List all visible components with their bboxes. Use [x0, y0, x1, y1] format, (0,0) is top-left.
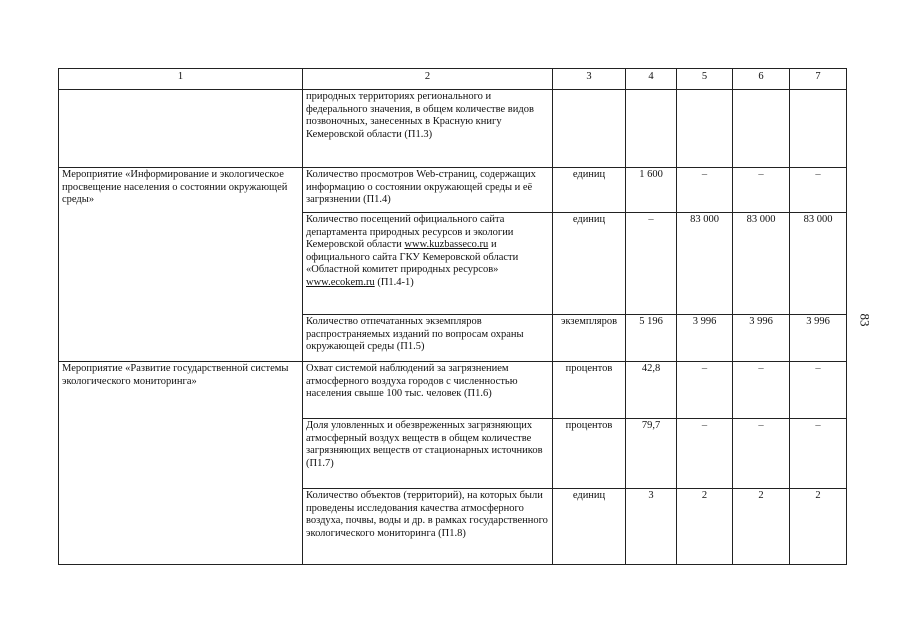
indicator-cell: [303, 168, 553, 213]
indicator-text: Доля уловленных и обезвреженных загрязняющих атмосферный воздух веществ в общем количестве загрязняющих веществ от стационарных источников (П1.7): [306, 420, 543, 469]
indicator-text: Количество посещений официального сайта департамента природных ресурсов и экологии Кемеровской области: [306, 214, 514, 251]
page-number: 83: [857, 313, 873, 327]
value-cell: 2: [677, 489, 733, 565]
column-number-row: [59, 69, 847, 90]
indicator-cell: [303, 419, 553, 489]
column-header: 1: [59, 69, 303, 90]
value-cell: 83 000: [790, 213, 847, 315]
unit-cell: единиц: [553, 213, 626, 315]
value-cell: 5 196: [626, 315, 677, 362]
value-cell: [626, 90, 677, 168]
value-cell: 3: [626, 489, 677, 565]
column-header: 5: [677, 69, 733, 90]
indicator-text: Охват системой наблюдений за загрязнением атмосферного воздуха городов с численностью населения свыше 100 тыс. человек (П1.6): [306, 363, 518, 400]
value-cell: 83 000: [733, 213, 790, 315]
unit-cell: единиц: [553, 489, 626, 565]
indicator-cell: [303, 90, 553, 168]
indicator-text: Количество объектов (территорий), на которых были проведены исследования качества атмосферного воздуха, почвы, воды и др. в рамках государственного экологического мониторинга (П1.8): [306, 490, 548, 539]
event-cell: Мероприятие «Развитие государственной системы экологического мониторинга»: [59, 362, 303, 565]
value-cell: 3 996: [790, 315, 847, 362]
unit-cell: единиц: [553, 168, 626, 213]
value-cell: –: [733, 419, 790, 489]
indicator-cell: [303, 315, 553, 362]
indicator-text: Количество просмотров Web-страниц, содержащих информацию о состоянии окружающей среды и её загрязнении (П1.4): [306, 169, 536, 206]
event-cell: [59, 90, 303, 168]
column-header: 2: [303, 69, 553, 90]
table-row: [59, 168, 847, 213]
value-cell: [790, 90, 847, 168]
table-row: [59, 90, 847, 168]
indicator-cell: [303, 362, 553, 419]
indicator-text: (П1.4-1): [374, 276, 414, 288]
value-cell: –: [677, 362, 733, 419]
website-link[interactable]: www.ecokem.ru: [306, 276, 375, 288]
indicator-text: Количество отпечатанных экземпляров распространяемых изданий по вопросам охраны окружающей среды (П1.5): [306, 316, 524, 353]
value-cell: [733, 90, 790, 168]
value-cell: –: [733, 362, 790, 419]
indicator-cell: [303, 489, 553, 565]
value-cell: –: [733, 168, 790, 213]
value-cell: 2: [790, 489, 847, 565]
value-cell: 79,7: [626, 419, 677, 489]
table-row: [59, 362, 847, 419]
column-header: 4: [626, 69, 677, 90]
value-cell: 3 996: [733, 315, 790, 362]
unit-cell: экземпляров: [553, 315, 626, 362]
column-header: 3: [553, 69, 626, 90]
value-cell: 2: [733, 489, 790, 565]
unit-cell: [553, 90, 626, 168]
value-cell: 3 996: [677, 315, 733, 362]
value-cell: –: [790, 419, 847, 489]
column-header: 6: [733, 69, 790, 90]
column-header: 7: [790, 69, 847, 90]
event-cell: Мероприятие «Информирование и экологическое просвещение населения о состоянии окружающей среды»: [59, 168, 303, 362]
value-cell: 42,8: [626, 362, 677, 419]
value-cell: –: [626, 213, 677, 315]
indicators-table: [58, 68, 847, 565]
table-body: [59, 90, 847, 565]
value-cell: –: [677, 168, 733, 213]
value-cell: 83 000: [677, 213, 733, 315]
unit-cell: процентов: [553, 419, 626, 489]
value-cell: –: [677, 419, 733, 489]
website-link[interactable]: www.kuzbasseco.ru: [404, 239, 489, 251]
value-cell: –: [790, 362, 847, 419]
indicator-text: и официального сайта ГКУ Кемеровской области «Областной комитет природных ресурсов»: [306, 239, 519, 276]
value-cell: 1 600: [626, 168, 677, 213]
indicator-cell: [303, 213, 553, 315]
value-cell: –: [790, 168, 847, 213]
indicator-text: природных территориях регионального и федерального значения, в общем количестве видов позвоночных, занесенных в Красную книгу Кемеровской области (П1.3): [306, 91, 534, 140]
value-cell: [677, 90, 733, 168]
unit-cell: процентов: [553, 362, 626, 419]
